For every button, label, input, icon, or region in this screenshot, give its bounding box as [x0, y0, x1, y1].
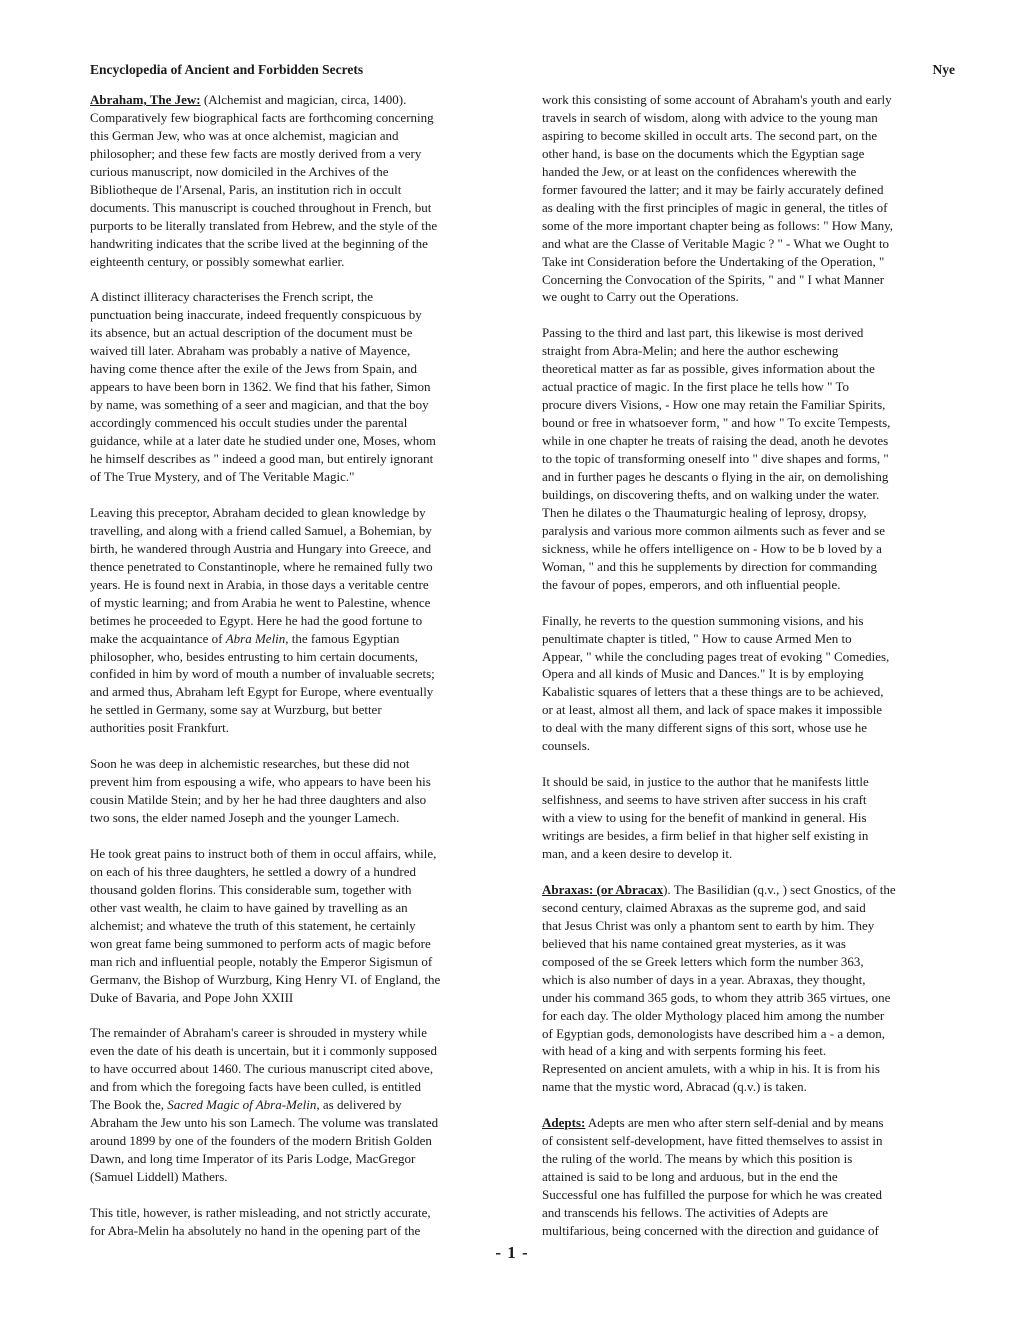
text-line: Soon he was deep in alchemistic researches, but these did not — [90, 756, 410, 772]
text-line: we ought to Carry out the Operations. — [542, 289, 739, 305]
text-line: handwriting indicates that the scribe lived at the beginning of the — [90, 235, 428, 251]
text-line: around 1899 by one of the founders of the modern British Golden — [90, 1133, 432, 1149]
text-line: selfishness, and seems to have striven after success in his craft — [542, 792, 867, 808]
text-line: Leaving this preceptor, Abraham decided to glean knowledge by — [90, 504, 426, 520]
italic-name: Abra Melin — [225, 630, 286, 646]
text-line: while in one chapter he treats of raising the dead, anoth he devotes — [542, 433, 889, 449]
text-line: name that the mystic word, Abracad (q.v.) is taken. — [542, 1079, 807, 1095]
text-line: procure divers Visions, - How one may retain the Familiar Spirits, — [542, 397, 886, 413]
text-line: two sons, the elder named Joseph and the younger Lamech. — [90, 810, 400, 826]
paragraph — [542, 91, 940, 306]
text-line: man, and a keen desire to develop it. — [542, 845, 733, 861]
text-line: birth, he wandered through Austria and Hungary into Greece, and — [90, 540, 432, 556]
text-line: eighteenth century, or possibly somewhat earlier. — [90, 253, 345, 269]
text-line: Adepts are men who after stern self-denial and by means — [585, 1115, 884, 1131]
text-line: straight from Abra-Melin; and here the author eschewing — [542, 343, 839, 359]
text-line: to have occurred about 1460. The curious manuscript cited above, — [90, 1061, 434, 1077]
document-title: Encyclopedia of Ancient and Forbidden Secrets — [90, 62, 364, 77]
right-column — [542, 91, 940, 1258]
text-line: travels in search of wisdom, along with advice to the young man — [542, 109, 878, 125]
text-line: former favoured the latter; and it may be fairly accurately defined — [542, 181, 884, 197]
text-line: Finally, he reverts to the question summoning visions, and his — [542, 612, 864, 628]
text-line: Passing to the third and last part, this likewise is most derived — [542, 325, 864, 341]
text-line: aspiring to become skilled in occult arts. The second part, on the — [542, 127, 878, 143]
text-line: and transcends his fellows. The activities of Adepts are — [542, 1205, 829, 1221]
text-line: It should be said, in justice to the author that he manifests little — [542, 774, 869, 790]
text-line: bound or free in whatsoever form, " and how " To excite Tempests, — [542, 415, 891, 431]
text-line: prevent him from espousing a wife, who appears to have been his — [90, 774, 431, 790]
entry-term-adepts: Adepts: — [542, 1115, 586, 1131]
text-line: as dealing with the first principles of magic in general, the titles of — [542, 199, 888, 215]
text-line: this German Jew, who was at once alchemist, magician and — [90, 127, 399, 143]
text-line: Kabalistic squares of letters that a these things are to be achieved, — [542, 684, 884, 700]
paragraph — [90, 1204, 485, 1240]
paragraph — [90, 288, 485, 485]
text-line: Opera and all kinds of Music and Dances." It is by employing — [542, 666, 864, 682]
text-line: thence penetrated to Constantinople, where he remained fully two — [90, 558, 433, 574]
page-header — [90, 62, 955, 82]
text-line: composed of the se Greek letters which form the number 363, — [542, 953, 864, 969]
text-line: the ruling of the world. The means by which this position is — [542, 1151, 853, 1167]
text-line: punctuation being inaccurate, indeed frequently conspicuous by — [90, 307, 422, 323]
text-line: writings are besides, a firm belief in that higher self existing in — [542, 828, 869, 844]
text-line: of Egyptian gods, demonologists have described him a - a demon, — [542, 1025, 885, 1041]
text-line: alchemist; and whateve the truth of this statement, he certainly — [90, 917, 416, 933]
text-line: paralysis and various more common ailments such as fever and se — [542, 522, 885, 538]
text-line: Take int Consideration before the Undertaking of the Operation, " — [542, 253, 885, 269]
text-line: having come thence after the exile of the Jews from Spain, and — [90, 361, 418, 377]
paragraph — [542, 612, 940, 756]
text-line: second century, claimed Abraxas as the supreme god, and said — [542, 899, 866, 915]
text-line: of The True Mystery, and of The Veritable Magic." — [90, 469, 355, 484]
text-line: , the famous Egyptian — [285, 630, 400, 646]
text-line: under his command 365 gods, to whom they attrib 365 virtues, one — [542, 989, 891, 1005]
text-line: for Abra-Melin ha absolutely no hand in the opening part of the — [90, 1222, 421, 1238]
text-line: A distinct illiteracy characterises the French script, the — [90, 289, 374, 305]
text-line: Successful one has fulfilled the purpose for which he was created — [542, 1187, 883, 1203]
text-line: he himself describes as " indeed a good man, but entirely ignorant — [90, 451, 434, 467]
text-line: documents. This manuscript is couched throughout in French, but — [90, 199, 432, 215]
text-line: that Jesus Christ was only a phantom sent to earth by him. They — [542, 917, 875, 933]
text-line: cousin Matilde Stein; and by her he had three daughters and also — [90, 792, 427, 808]
text-line: sickness, while he offers intelligence on - How to be b loved by a — [542, 540, 882, 556]
text-line: guidance, while at a later date he studied under one, Moses, whom — [90, 433, 436, 449]
paragraph — [542, 324, 940, 593]
paragraph — [542, 773, 940, 863]
text-line: Woman, " and this he supplements by direction for commanding — [542, 558, 877, 574]
text-line: and armed thus, Abraham left Egypt for Europe, where eventually — [90, 684, 434, 700]
text-line: even the date of his death is uncertain, but it i commonly supposed — [90, 1043, 437, 1059]
text-line: with head of a king and with serpents forming his feet. — [542, 1043, 827, 1059]
text-line: the favour of popes, emperors, and oth influential people. — [542, 576, 841, 592]
text-line: This title, however, is rather misleading, and not strictly accurate, — [90, 1205, 431, 1220]
text-line: Duke of Bavaria, and Pope John XXIII — [90, 989, 294, 1005]
text-line: Then he dilates o the Thaumaturgic healing of leprosy, dropsy, — [542, 504, 867, 520]
entry-abraxas-paragraph — [542, 881, 940, 1096]
text-line: some of the more important chapter being as follows: " How Many, — [542, 217, 894, 233]
text-line: won great fame being summoned to perform acts of magic before — [90, 935, 431, 951]
text-line: handed the Jew, or at least on the confidences wherewith the — [542, 163, 857, 179]
text-line: to the topic of transforming oneself into " dive shapes and forms, " — [542, 451, 889, 467]
left-column — [90, 91, 485, 1258]
text-line: Bibliotheque de l'Arsenal, Paris, an institution rich in occult — [90, 181, 402, 197]
text-line: or at least, almost all them, and lack of space makes it impossible — [542, 702, 883, 718]
text-line: travelling, and along with a friend called Samuel, a Bohemian, by — [90, 522, 432, 538]
entry-term-abraxas: Abraxas: (or Abracax — [542, 881, 664, 897]
text-line: believed that his name contained great mysteries, as it was — [542, 935, 846, 951]
text-line: appears to have been born in 1362. We find that his father, Simon — [90, 379, 431, 395]
text-line: (Samuel Liddell) Mathers. — [90, 1169, 228, 1185]
paragraph — [90, 755, 485, 827]
paragraph — [90, 845, 485, 1007]
author-name: Nye — [932, 62, 955, 77]
text-line: with a view to using for the benefit of mankind in general. His — [542, 810, 867, 826]
text-line: Represented on ancient amulets, with a whip in his. It is from his — [542, 1061, 880, 1077]
text-line: by name, was something of a seer and magician, and that the boy — [90, 397, 429, 413]
text-line: Germanv, the Bishop of Wurzburg, King Henry VI. of England, the — [90, 971, 441, 987]
text-line: thousand golden florins. This considerable sum, together with — [90, 881, 412, 897]
text-line: and what are the Classe of Veritable Magic ? " - What we Ought to — [542, 235, 890, 251]
text-line: on each of his three daughters, he settled a dowry of a hundred — [90, 863, 416, 879]
text-line: authorities posit Frankfurt. — [90, 720, 230, 736]
text-line: counsels. — [542, 738, 591, 754]
text-line: ). The Basilidian (q.v., ) sect Gnostics, of the — [663, 881, 896, 897]
text-line: of mystic learning; and from Arabia he went to Palestine, whence — [90, 594, 431, 610]
text-line: , as delivered by — [316, 1097, 402, 1113]
text-line: for each day. The older Mythology placed him among the number — [542, 1007, 885, 1023]
text-line: make the acquaintance of — [90, 630, 226, 646]
paragraph — [90, 1024, 485, 1186]
text-line: other hand, is base on the documents which the Egyptian sage — [542, 145, 865, 161]
text-line: actual practice of magic. In the first place he tells how " To — [542, 379, 850, 395]
text-line: philosopher, who, besides entrusting to him certain documents, — [90, 648, 419, 664]
text-line: Appear, " while the concluding pages treat of evoking " Comedies, — [542, 648, 890, 664]
text-line: other vast wealth, he claim to have gained by travelling as an — [90, 899, 408, 915]
entry-term-abraham: Abraham, The Jew: — [90, 92, 201, 107]
text-line: which is also number of days in a year. Abraxas, they thought, — [542, 971, 866, 987]
text-line: Concerning the Convocation of the Spirits, " and " I what Manner — [542, 271, 885, 287]
text-line: and from which the foregoing facts have been culled, is entitled — [90, 1079, 422, 1095]
entry-adepts-paragraph — [542, 1114, 940, 1240]
text-line: Dawn, and long time Imperator of its Paris Lodge, MacGregor — [90, 1151, 416, 1167]
text-line: multifarious, being concerned with the direction and guidance of — [542, 1222, 879, 1238]
paragraph — [90, 504, 485, 737]
text-line: attained is said to be long and arduous, but in the end the — [542, 1169, 838, 1185]
text-line: to deal with the many different signs of this sort, whose use he — [542, 720, 868, 736]
text-line: purports to be literally translated from Hebrew, and the style of the — [90, 217, 438, 233]
text-line: work this consisting of some account of Abraham's youth and early — [542, 92, 892, 107]
text-line: The Book the, — [90, 1097, 168, 1113]
text-line: and in further pages he descants o flying in the air, on demolishing — [542, 469, 889, 484]
text-line: curious manuscript, now domiciled in the Archives of the — [90, 163, 389, 179]
text-line: The remainder of Abraham's career is shrouded in mystery while — [90, 1025, 427, 1041]
text-line: betimes he proceeded to Egypt. Here he had the good fortune to — [90, 612, 423, 628]
text-line: penultimate chapter is titled, " How to cause Armed Men to — [542, 630, 852, 646]
text-line: he settled in Germany, some say at Wurzburg, but better — [90, 702, 382, 718]
text-line: its absence, but an actual description of the document must be — [90, 325, 413, 341]
entry-abraham-paragraph-1 — [90, 91, 485, 271]
text-line: philosopher; and these few facts are mostly derived from a very — [90, 145, 422, 161]
text-line: theoretical matter as far as possible, gives information about the — [542, 361, 875, 377]
text-line: (Alchemist and magician, circa, 1400). — [200, 92, 407, 107]
text-line: of consistent self-development, have fitted themselves to assist in — [542, 1133, 883, 1149]
text-line: accordingly commenced his occult studies under the parental — [90, 415, 408, 431]
page-number: - 1 - — [495, 1243, 529, 1262]
text-line: confided in him by word of mouth a number of invaluable secrets; — [90, 666, 435, 682]
text-line: man rich and influential people, notably the Emperor Sigismun of — [90, 953, 433, 969]
text-line: He took great pains to instruct both of them in occul affairs, while, — [90, 845, 437, 861]
text-line: buildings, on discovering thefts, and on walking under the water. — [542, 486, 880, 502]
text-line: waived till later. Abraham was probably a native of Mayence, — [90, 343, 411, 359]
text-line: years. He is found next in Arabia, in those days a veritable centre — [90, 576, 429, 592]
text-line: Abraham the Jew unto his son Lamech. The volume was translated — [90, 1115, 439, 1131]
italic-book-title: Sacred Magic of Abra-Melin — [167, 1097, 317, 1113]
text-line: Comparatively few biographical facts are forthcoming concerning — [90, 109, 434, 125]
